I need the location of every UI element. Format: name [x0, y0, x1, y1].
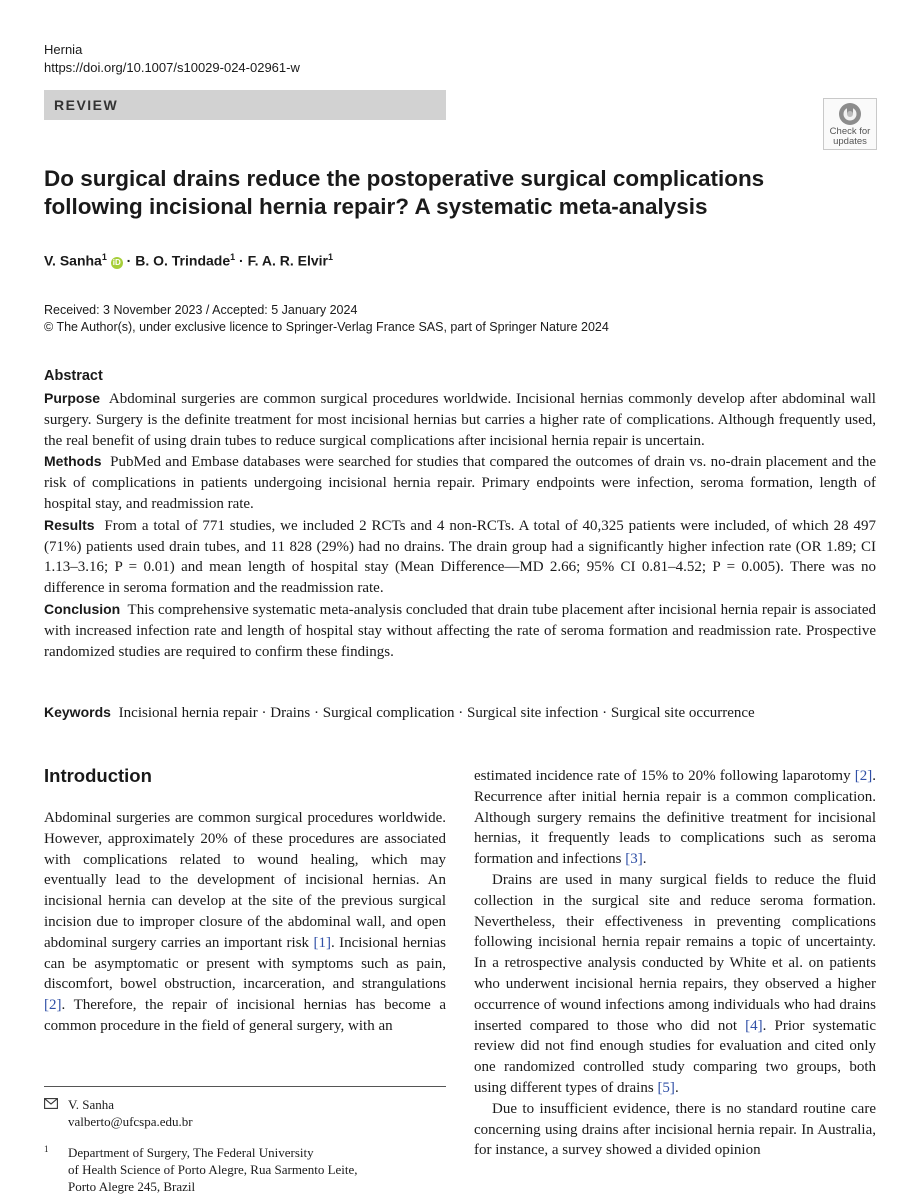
conclusion-text: This comprehensive systematic meta-analysis concluded that drain tube placement after incisional hernia repair is associated with increased infection rate and length of hospital stay without affecting the rate of seroma formation and readmission rate. Prospective randomized studies are required to confirm these findings.: [44, 601, 877, 660]
intro-text: .: [674, 1079, 679, 1096]
abstract-purpose: [44, 388, 876, 451]
abstract-results: [44, 515, 876, 599]
abstract-body: [44, 388, 876, 662]
purpose-text: Abdominal surgeries are common surgical procedures worldwide. Incisional hernias commonly develop after abdominal wall surgery. Surgery is the definite treatment for most incisional hernias but carries a higher rate of complications. Although frequently used, the real benefit of using drain tubes to reduce surgical complications after incisional hernia repair is uncertain.: [44, 391, 876, 449]
article-title: Do surgical drains reduce the postoperative surgical complications following incisional hernia repair? A systematic meta-analysis: [44, 166, 765, 219]
intro-paragraph-3: [474, 1099, 876, 1161]
citation-link[interactable]: [2]: [44, 997, 62, 1014]
copyright-notice: © The Author(s), under exclusive licence to Springer-Verlag France SAS, part of Springer Nature 2024: [44, 320, 609, 334]
citation-link[interactable]: [2]: [854, 768, 873, 784]
abstract-heading: Abstract: [44, 368, 103, 384]
intro-text: . Recurrence after initial hernia repair is a common complication. Although surgery remains the definitive treatment for incisional hernias, it frequently leads to complications such as seroma formation and infections: [474, 768, 876, 868]
crossmark-icon: [838, 102, 862, 126]
crossmark-line-1: Check for: [829, 126, 871, 137]
keywords-text: Incisional hernia repair · Drains · Surgical complication · Surgical site infection · Surgical site occurrence: [118, 705, 755, 721]
citation-link[interactable]: [4]: [745, 1017, 763, 1034]
intro-paragraph-1: [44, 808, 446, 1037]
introduction-heading: Introduction: [44, 765, 152, 786]
intro-text: Drains are used in many surgical fields to reduce the fluid collection in the surgical site and reduce seroma formation. Nevertheless, their effectiveness in preventing complications following incisional hernia repair remains a topic of uncertainty. In a retrospective analysis conducted by White et al. on patients who underwent incisional hernia repairs, they observed a higher occurrence of wound infections among individuals who had drains inserted compared to those who did not: [474, 871, 876, 1034]
author-affiliation-mark: 1: [101, 252, 107, 262]
doi-link[interactable]: https://doi.org/10.1007/s10029-024-02961-w: [44, 60, 300, 75]
intro-text: . Therefore, the repair of incisional hernias has become a common procedure in the field of general surgery, with an: [44, 997, 446, 1034]
corresponding-author-name: V. Sanha: [68, 1097, 114, 1112]
article-type-label: REVIEW: [54, 97, 119, 113]
methods-label: Methods: [44, 453, 102, 470]
author-affiliation-mark: 1: [230, 252, 236, 262]
check-for-updates-badge[interactable]: [823, 98, 877, 150]
citation-link[interactable]: [1]: [313, 934, 331, 951]
crossmark-line-2: updates: [833, 136, 867, 147]
intro-text: estimated incidence rate of 15% to 20% following laparotomy: [474, 768, 855, 784]
affiliation-line: Porto Alegre 245, Brazil: [68, 1179, 196, 1194]
author-separator: ·: [239, 252, 244, 269]
affiliation-number: 1: [44, 1144, 49, 1154]
methods-text: PubMed and Embase databases were searched for studies that compared the outcomes of drain vs. no-drain placement and the risk of complications in patients undergoing incisional hernia repair. Primary endpoints were infection, seroma formation, length of hospital stay, and readmission rate.: [44, 454, 876, 512]
intro-paragraph-2: [474, 870, 876, 1099]
citation-link[interactable]: [3]: [625, 851, 643, 868]
right-column: [474, 766, 876, 1161]
envelope-icon: [44, 1098, 58, 1109]
citation-link[interactable]: [5]: [657, 1079, 675, 1096]
results-text: From a total of 771 studies, we included 2 RCTs and 4 non-RCTs. A total of 40,325 patients were included, of which 28 497 (71%) patients used drain tubes, and 11 828 (29%) had no drains. The drain group had a significantly higher infection rate (OR 1.89; CI 1.13–3.16; P = 0.01) and mean length of hospital stay (Mean Difference—MD 2.66; 95% CI 0.81–4.52; P = 0.005). There was no difference in seroma formation and the readmission rate.: [44, 517, 877, 597]
corresponding-author-email[interactable]: valberto@ufcspa.edu.br: [68, 1114, 193, 1129]
purpose-label: Purpose: [44, 390, 101, 406]
keywords-label: Keywords: [44, 704, 111, 720]
author-name[interactable]: F. A. R. Elvir: [247, 252, 328, 269]
author-affiliation-mark: 1: [327, 252, 333, 262]
results-label: Results: [44, 516, 95, 533]
author-separator: ·: [126, 252, 132, 269]
article-type-bar: [44, 90, 446, 120]
intro-text: . Prior systematic review did not find enough studies for evaluation and cited only one randomized controlled study comparing two groups, both using different types of drains: [474, 1017, 876, 1096]
left-column: [44, 808, 446, 1037]
affiliation-line: of Health Science of Porto Alegre, Rua Sarmento Leite,: [68, 1162, 358, 1177]
received-accepted-dates: Received: 3 November 2023 / Accepted: 5 January 2024: [44, 303, 358, 317]
conclusion-label: Conclusion: [44, 600, 121, 617]
author-list: [44, 252, 333, 269]
intro-paragraph-continued: [474, 766, 876, 870]
orcid-icon[interactable]: iD: [112, 257, 121, 267]
footnote-divider: [44, 1086, 446, 1087]
author-name[interactable]: B. O. Trindade: [135, 252, 231, 269]
abstract-methods: [44, 451, 876, 514]
abstract-conclusion: [44, 599, 876, 662]
author-name[interactable]: V. Sanha: [44, 252, 102, 269]
keywords-line: [44, 704, 755, 722]
affiliation-line: Department of Surgery, The Federal University: [68, 1145, 314, 1160]
intro-text: . Incisional hernias can be asymptomatic or present with symptoms such as pain, discomfort, bowel obstruction, incarceration, and strangulations: [44, 934, 447, 993]
intro-text: Due to insufficient evidence, there is no standard routine care concerning using drains after incisional hernia repair. In Australia, for instance, a survey showed a divided opinion: [474, 1100, 876, 1159]
intro-text: .: [642, 851, 647, 868]
intro-text: Abdominal surgeries are common surgical procedures worldwide. However, approximately 20% of these procedures are associated with complications related to wound healing, which may eventually lead to the development of incisional hernias. An incisional hernia can develop at the site of the previous surgical incision due to improper closure of the abdominal wall, and open abdominal surgery carries an important risk: [44, 810, 446, 951]
journal-name: Hernia: [44, 42, 83, 57]
